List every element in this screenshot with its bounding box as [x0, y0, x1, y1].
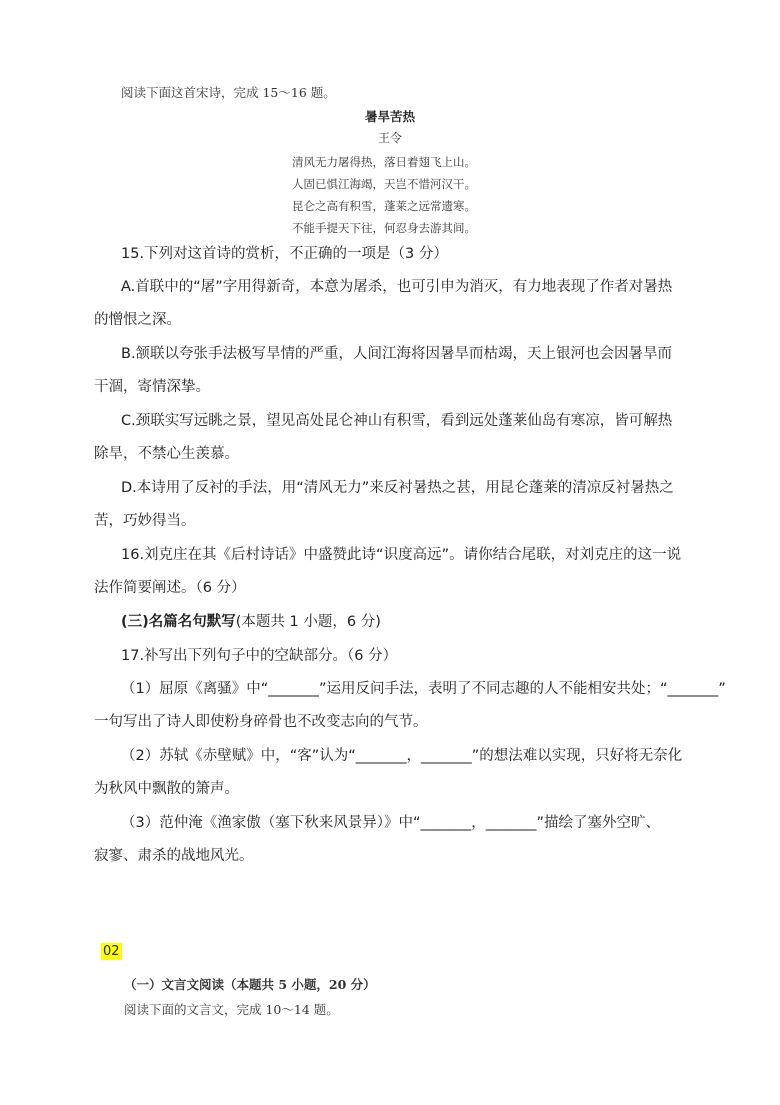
reading-instruction: 阅读下面的文言文，完成 10～14 题。 [124, 1002, 339, 1017]
question-15-option-a [94, 271, 694, 337]
poem-title: 暑旱苦热 [364, 109, 415, 124]
option-c-line1: C.颈联实写远眺之景，望见高处昆仑神山有积雪，看到远处蓬莱仙岛有寒凉，皆可解热 [121, 413, 673, 429]
item-2-line2: 为秋风中飘散的箫声。 [94, 781, 239, 797]
question-15-option-d [94, 472, 694, 538]
section-3-note: (本题共 1 小题，6 分) [235, 614, 381, 630]
option-d-line2: 苦，巧妙得当。 [94, 513, 196, 529]
question-17-stem: 17.补写出下列句子中的空缺部分。（6 分） [121, 648, 398, 664]
question-15-option-c [94, 405, 694, 471]
item-1-line1: （1）屈原《离骚》中“_______”运用反问手法，表明了不同志趣的人不能相安共处；“_______” [121, 681, 726, 697]
poem-body [292, 151, 476, 239]
question-17-item-1 [94, 673, 726, 739]
item-1-line2: 一句写出了诗人即使粉身碎骨也不改变志向的气节。 [94, 714, 428, 730]
item-3-line2: 寂寥、肃杀的战地风光。 [94, 848, 254, 864]
question-15-stem: 15.下列对这首诗的赏析，不正确的一项是（3 分） [121, 246, 448, 262]
question-16-line2: 法作简要阐述。（6 分） [94, 580, 246, 596]
poem-line: 昆仑之高有积雪，蓬莱之远常遗寒。 [292, 199, 476, 213]
item-3-line1: （3）范仲淹《渔家傲（塞下秋来风景异）》中“_______，_______”描绘了塞外空旷、 [121, 815, 660, 831]
option-d-line1: D.本诗用了反衬的手法，用“清风无力”来反衬暑热之甚，用昆仑蓬莱的清凉反衬暑热之 [121, 480, 674, 496]
option-b-line2: 干涸，寄情深挚。 [94, 379, 210, 395]
section-3-title: (三)名篇名句默写 [121, 614, 236, 630]
question-17-item-2 [94, 740, 694, 806]
instruction-text: 阅读下面这首宋诗，完成 15～16 题。 [121, 85, 336, 100]
question-17-item-3 [94, 807, 694, 873]
option-a-line2: 的憎恨之深。 [94, 312, 181, 328]
section-1-heading: （一）文言文阅读（本题共 5 小题，20 分） [124, 977, 376, 992]
option-c-line2: 除旱，不禁心生羡慕。 [94, 446, 239, 462]
section-3-heading [94, 606, 694, 639]
poem-author: 王令 [377, 131, 402, 145]
option-a-line1: A.首联中的“屠”字用得新奇，本意为屠杀，也可引申为消灭，有力地表现了作者对暑热 [121, 279, 673, 295]
question-15-option-b [94, 338, 694, 404]
question-16 [94, 539, 694, 605]
option-b-line1: B.颔联以夸张手法极写旱情的严重，人间江海将因暑旱而枯竭，天上银河也会因暑旱而 [121, 346, 673, 362]
question-16-line1: 16.刘克庄在其《后村诗话》中盛赞此诗“识度高远”。请你结合尾联，对刘克庄的这一说 [121, 547, 682, 563]
item-2-line1: （2）苏轼《赤壁赋》中，“客”认为“_______，_______”的想法难以实现，只好将无奈化 [121, 748, 683, 764]
poem-line: 不能手提天下往，何忍身去游其间。 [292, 221, 476, 235]
poem-line: 人固已惧江海竭，天岂不惜河汉干。 [292, 177, 476, 191]
section-tag-highlight: 02 [103, 944, 120, 959]
poem-line: 清风无力屠得热，落日着翅飞上山。 [292, 155, 476, 169]
